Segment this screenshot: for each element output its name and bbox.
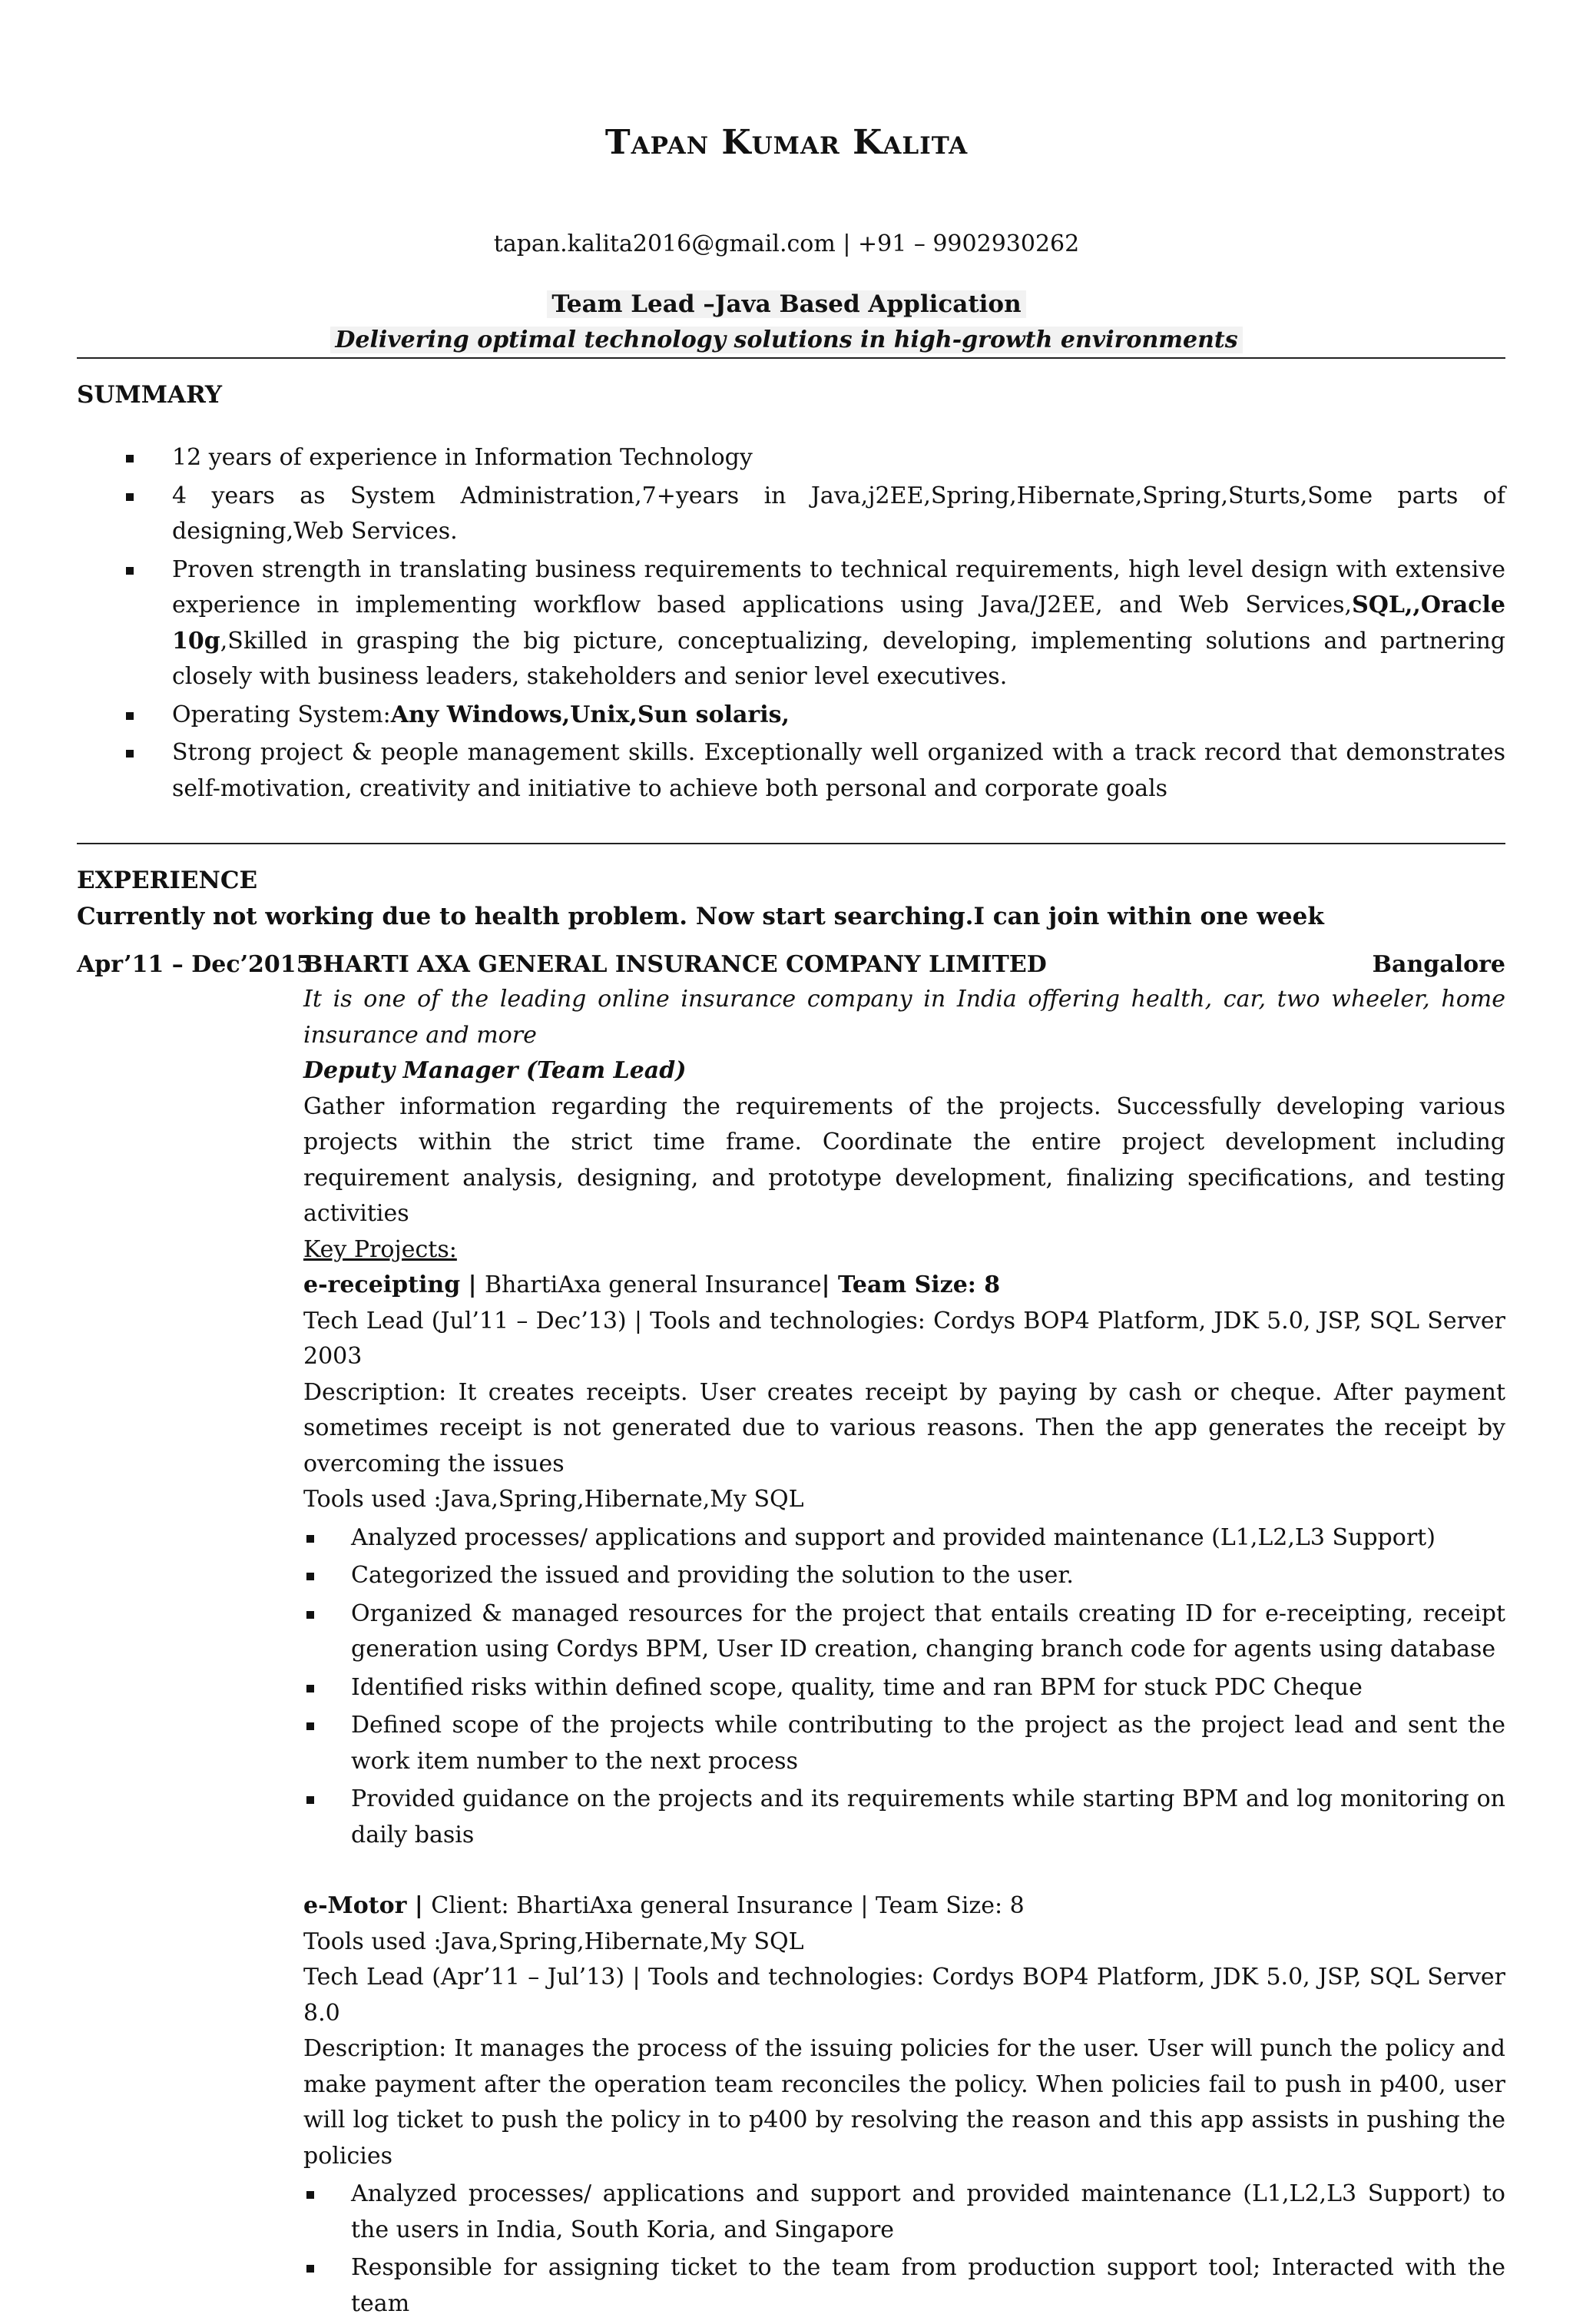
project-tools: Tools used :Java,Spring,Hibernate,My SQL [303, 1486, 804, 1513]
company-about: It is one of the leading online insurance company in India offering health, car, two wheeler, home insurance and more [303, 986, 1505, 1049]
list-item: Responsible for assigning ticket to the team from production support tool; Interacted with the team [303, 2250, 1505, 2322]
job-location: Bangalore [1372, 951, 1505, 978]
project-description: Description: It manages the process of the issuing policies for the user. User will punch the policy and make payment after the operation team reconciles the policy. When policies fail to push in p400, user will log ticket to push the policy in to p400 by resolving the reason and this app assists in pushing the policies [303, 2035, 1505, 2170]
list-item: Categorized the issued and providing the solution to the user. [303, 1558, 1505, 1594]
summary-list [77, 440, 1505, 807]
summary-item: Strong project & people management skills. Exceptionally well organized with a track record that demonstrates self-motivation, creativity and initiative to achieve both personal and corporate goals [77, 735, 1505, 807]
project-tech: Tech Lead (Jul’11 – Dec’13) | Tools and technologies: Cordys BOP4 Platform, JDK 5.0, JSP, SQL Server 2003 [303, 1307, 1505, 1370]
list-item: Analyzed processes/ applications and support and provided maintenance (L1,L2,L3 Support) to the users in India, South Koria, and Singapore [303, 2176, 1505, 2248]
square-bullet-icon [306, 1535, 314, 1543]
job-description: Gather information regarding the requirements of the projects. Successfully developing various projects within the strict time frame. Coordinate the entire project development including requirement analysis, designing, and prototype development, finalizing specifications, and testing activities [303, 1092, 1505, 1227]
summary-item: 12 years of experience in Information Technology [77, 440, 1505, 476]
summary-item: 4 years as System Administration,7+years in Java,j2EE,Spring,Hibernate,Spring,Sturts,Some parts of designing,Web Services. [77, 479, 1505, 550]
list-item: Identified risks within defined scope, quality, time and ran BPM for stuck PDC Cheque [303, 1670, 1505, 1706]
square-bullet-icon [306, 1685, 314, 1692]
list-item: Analyzed processes/ applications and support and provided maintenance (L1,L2,L3 Support) [303, 1520, 1505, 1557]
role-title: Team Lead –Java Based Application [547, 290, 1025, 318]
square-bullet-icon [306, 2191, 314, 2199]
project-header: e-Motor | Client: BhartiAxa general Insurance | Team Size: 8 [303, 1892, 1025, 1919]
project-description: Description: It creates receipts. User creates receipt by paying by cash or cheque. After payment sometimes receipt is not generated due to various reasons. Then the app generates the receipt by overcoming the issues [303, 1378, 1505, 1477]
job-period: Apr’11 – Dec’2015 [77, 951, 313, 978]
square-bullet-icon [306, 1573, 314, 1580]
employment-status: Currently not working due to health problem. Now start searching.I can join within one week [77, 903, 1324, 930]
summary-item: Proven strength in translating business requirements to technical requirements, high level design with extensive experience in implementing workflow based applications using Java/J2EE, and Web Services,SQL,,Oracle 10g,Skilled in grasping the big picture, conceptualizing, developing, implementing solutions and partnering closely with business leaders, stakeholders and senior level executives. [77, 552, 1505, 695]
square-bullet-icon [126, 455, 134, 462]
project-tech: Tech Lead (Apr’11 – Jul’13) | Tools and technologies: Cordys BOP4 Platform, JDK 5.0, JSP, SQL Server 8.0 [303, 1964, 1505, 2027]
header-divider [77, 357, 1505, 359]
project-bullets [303, 1520, 1505, 1854]
company-name: BHARTI AXA GENERAL INSURANCE COMPANY LIMITED [303, 951, 1047, 978]
square-bullet-icon [126, 567, 134, 575]
project-header: e-receipting | BhartiAxa general Insurance| Team Size: 8 [303, 1271, 1001, 1298]
square-bullet-icon [126, 493, 134, 501]
project-tools: Tools used :Java,Spring,Hibernate,My SQL [303, 1928, 804, 1955]
summary-heading: SUMMARY [77, 381, 223, 409]
square-bullet-icon [126, 750, 134, 758]
tagline: Delivering optimal technology solutions in high-growth environments [330, 327, 1242, 353]
square-bullet-icon [306, 1722, 314, 1730]
summary-section [77, 440, 1505, 809]
job-details [303, 982, 1505, 2324]
section-divider [77, 843, 1505, 844]
summary-item: Operating System:Any Windows,Unix,Sun solaris, [77, 698, 1505, 734]
square-bullet-icon [306, 2265, 314, 2273]
contact-line: tapan.kalita2016@gmail.com | +91 – 9902930262 [493, 230, 1080, 257]
list-item: Provided guidance on the projects and its requirements while starting BPM and log monitoring on daily basis [303, 1782, 1505, 1853]
square-bullet-icon [306, 1611, 314, 1619]
square-bullet-icon [306, 1796, 314, 1804]
job-title: Deputy Manager (Team Lead) [303, 1057, 687, 1084]
project-bullets [303, 2176, 1505, 2322]
key-projects-label: Key Projects: [303, 1235, 457, 1263]
candidate-name: Tapan Kumar Kalita [604, 123, 969, 162]
list-item: Defined scope of the projects while contributing to the project as the project lead and sent the work item number to the next process [303, 1708, 1505, 1779]
square-bullet-icon [126, 712, 134, 720]
experience-heading: EXPERIENCE [77, 867, 258, 894]
list-item: Organized & managed resources for the project that entails creating ID for e-receipting, receipt generation using Cordys BPM, User ID creation, changing branch code for agents using database [303, 1596, 1505, 1668]
